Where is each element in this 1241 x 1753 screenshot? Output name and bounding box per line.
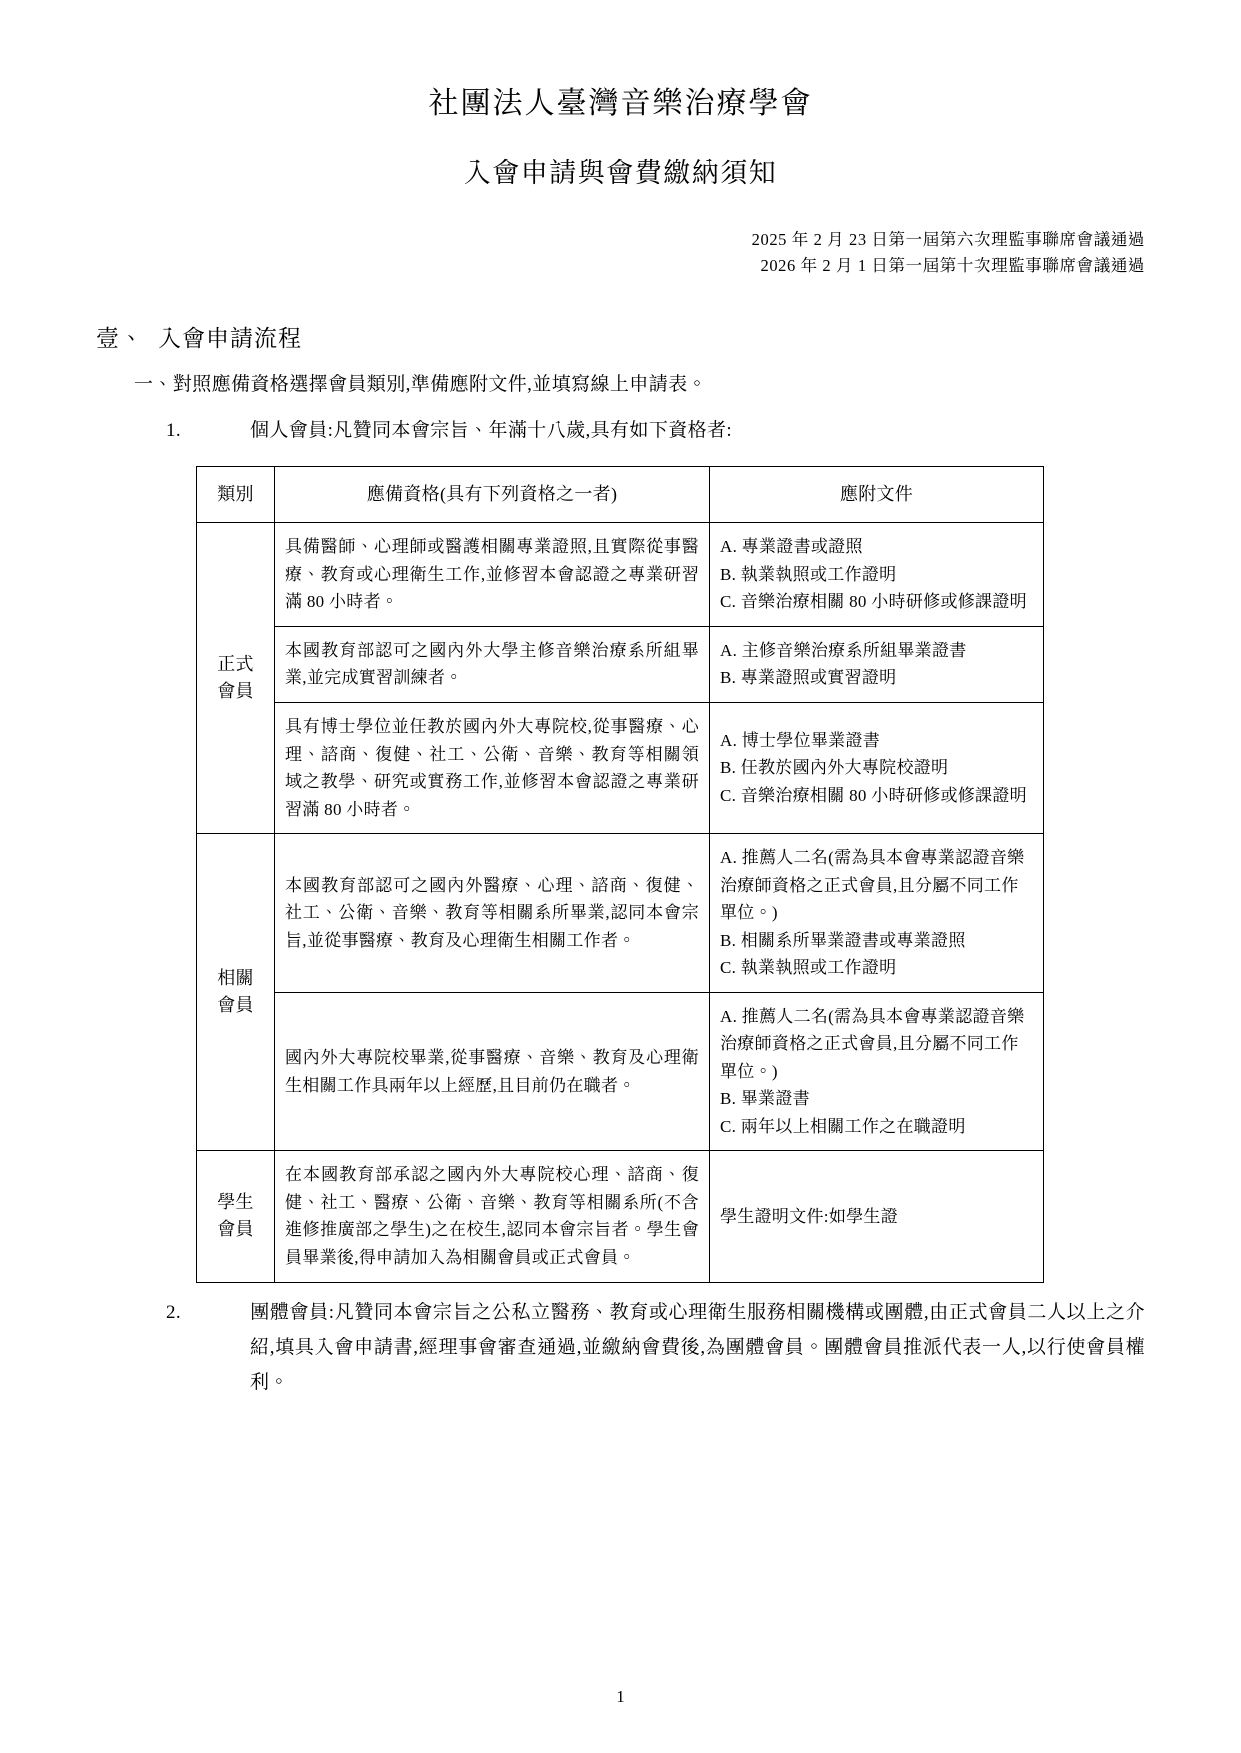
- member-type-line: 會員: [217, 681, 254, 702]
- sub-item-one: [96, 413, 1145, 448]
- document-item: 學生證明文件:如學生證: [720, 1206, 899, 1226]
- member-type-line: 會員: [217, 1219, 254, 1240]
- document-item: C. 音樂治療相關 80 小時研修或修課證明: [720, 785, 1027, 805]
- sub-item-two-body: [166, 1295, 1145, 1400]
- documents-cell: [710, 834, 1044, 993]
- page-number: 1: [616, 1687, 625, 1706]
- qualification-cell: 在本國教育部承認之國內外大專院校心理、諮商、復健、社工、醫療、公衛、音樂、教育等相關系所(不含進修推廣部之學生)之在校生,認同本會宗旨者。學生會員畢業後,得申請加入為相關會員或正式會員。: [275, 1151, 710, 1282]
- documents-cell: [710, 626, 1044, 702]
- table-header-row: [197, 467, 1044, 523]
- approval-date-2: 2026 年 2 月 1 日第一屆第十次理監事聯席會議通過: [760, 256, 1145, 276]
- table-row: [197, 702, 1044, 833]
- sub-item-two-number: 2.: [166, 1301, 182, 1323]
- member-type-cell: [197, 1151, 275, 1282]
- document-item: B. 畢業證書: [720, 1089, 810, 1109]
- table-row: [197, 626, 1044, 702]
- column-header-documents: 應附文件: [710, 467, 1044, 523]
- section-heading: [96, 320, 1145, 353]
- document-item: B. 專業證照或實習證明: [720, 668, 897, 688]
- qualification-cell: 本國教育部認可之國內外醫療、心理、諮商、復健、社工、公衛、音樂、教育等相關系所畢業,認同本會宗旨,並從事醫療、教育及心理衛生相關工作者。: [275, 834, 710, 993]
- sub-item-one-body: [166, 413, 1145, 448]
- approval-dates: [96, 227, 1145, 280]
- table-row: [197, 834, 1044, 993]
- qualification-table: [196, 466, 1044, 1282]
- table-row: [197, 1151, 1044, 1282]
- column-header-type: 類別: [197, 467, 275, 523]
- qualification-cell: 本國教育部認可之國內外大學主修音樂治療系所組畢業,並完成實習訓練者。: [275, 626, 710, 702]
- document-item: A. 專業證書或證照: [720, 537, 863, 557]
- sub-item-one-text: 個人會員:凡贊同本會宗旨、年滿十八歲,具有如下資格者:: [250, 420, 733, 442]
- document-subtitle: 入會申請與會費繳納須知: [463, 157, 778, 188]
- member-type-cell: [197, 523, 275, 834]
- document-item: C. 兩年以上相關工作之在職證明: [720, 1116, 966, 1136]
- member-type-line: 學生: [217, 1192, 254, 1213]
- document-item: B. 相關系所畢業證書或專業證照: [720, 930, 966, 950]
- document-item: A. 推薦人二名(需為具本會專業認證音樂治療師資格之正式會員,且分屬不同工作單位。): [720, 1006, 1025, 1081]
- table-row: [197, 523, 1044, 627]
- sub-item-two-text: 團體會員:凡贊同本會宗旨之公私立醫務、教育或心理衛生服務相關機構或團體,由正式會員二人以上之介紹,填具入會申請書,經理事會審查通過,並繳納會費後,為團體會員。團體會員推派代表一人,以行使會員權利。: [250, 1301, 1145, 1393]
- qualification-cell: 國內外大專院校畢業,從事醫療、音樂、教育及心理衛生相關工作具兩年以上經歷,且目前仍在職者。: [275, 992, 710, 1151]
- document-item: C. 音樂治療相關 80 小時研修或修課證明: [720, 592, 1027, 612]
- sub-item-two: [96, 1295, 1145, 1400]
- column-header-qualification: 應備資格(具有下列資格之一者): [275, 467, 710, 523]
- document-item: C. 執業執照或工作證明: [720, 958, 897, 978]
- member-type-cell: [197, 834, 275, 1151]
- documents-cell: [710, 1151, 1044, 1282]
- qualification-cell: 具有博士學位並任教於國內外大專院校,從事醫療、心理、諮商、復健、社工、公衛、音樂、教育等相關領域之教學、研究或實務工作,並修習本會認證之專業研習滿 80 小時者。: [275, 702, 710, 833]
- list-item-one: 一、對照應備資格選擇會員類別,準備應附文件,並填寫線上申請表。: [134, 373, 707, 395]
- document-title: 社團法人臺灣音樂治療學會: [428, 87, 813, 120]
- documents-cell: [710, 992, 1044, 1151]
- qualification-table-wrapper: [96, 466, 1145, 1282]
- document-item: A. 博士學位畢業證書: [720, 730, 881, 750]
- approval-date-1: 2025 年 2 月 23 日第一屆第六次理監事聯席會議通過: [751, 229, 1145, 249]
- member-type-line: 會員: [217, 995, 254, 1016]
- table-body: [197, 523, 1044, 1282]
- document-item: B. 任教於國內外大專院校證明: [720, 758, 949, 778]
- table-row: [197, 992, 1044, 1151]
- section-number: 壹、: [96, 325, 144, 351]
- member-type-line: 正式: [217, 654, 254, 675]
- documents-cell: [710, 523, 1044, 627]
- section-title: 入會申請流程: [158, 325, 302, 351]
- document-item: A. 推薦人二名(需為具本會專業認證音樂治療師資格之正式會員,且分屬不同工作單位。): [720, 848, 1025, 923]
- document-item: A. 主修音樂治療系所組畢業證書: [720, 640, 967, 660]
- document-item: B. 執業執照或工作證明: [720, 564, 897, 584]
- documents-cell: [710, 702, 1044, 833]
- member-type-line: 相關: [217, 968, 254, 989]
- sub-item-one-number: 1.: [166, 420, 182, 442]
- table-head: [197, 467, 1044, 523]
- qualification-cell: 具備醫師、心理師或醫護相關專業證照,且實際從事醫療、教育或心理衛生工作,並修習本會認證之專業研習滿 80 小時者。: [275, 523, 710, 627]
